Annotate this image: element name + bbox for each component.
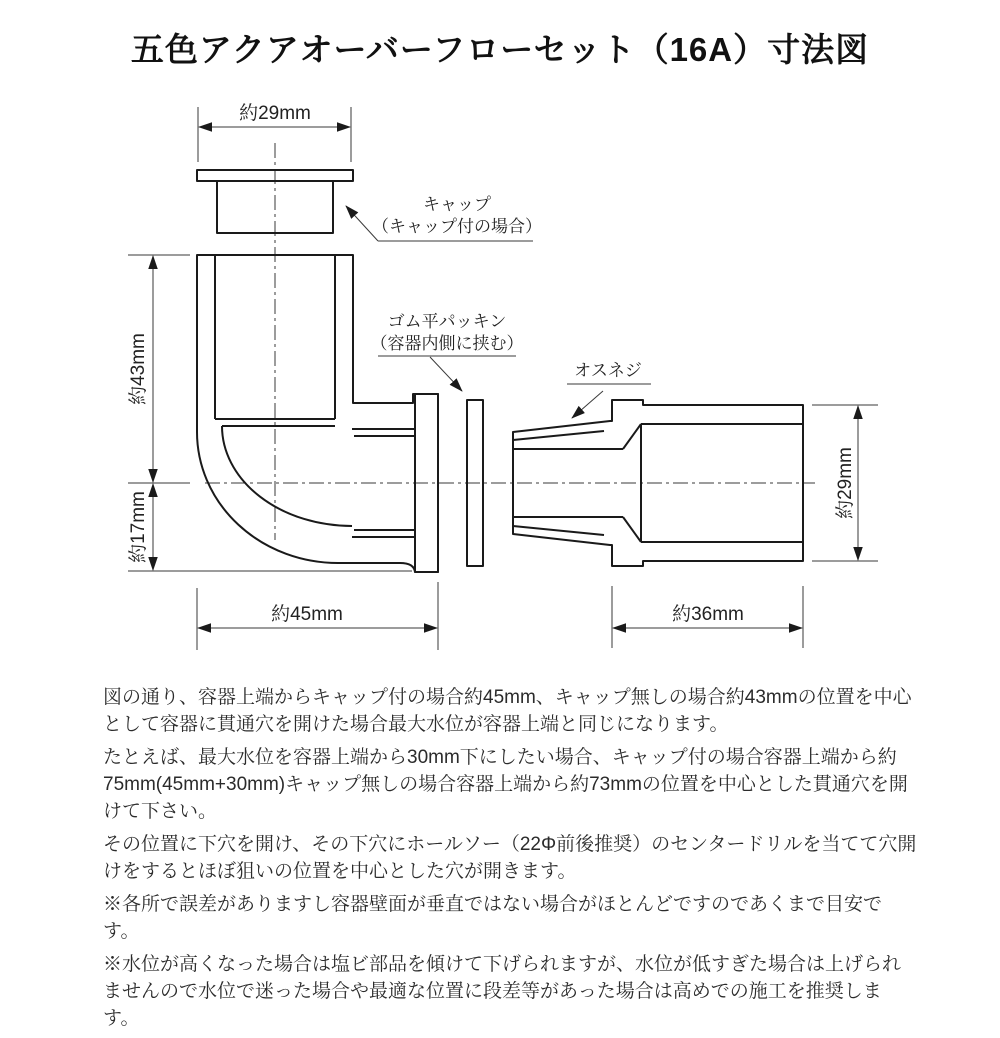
male-thread-callout	[567, 361, 651, 418]
dim-adapter-length-label: 約36mm	[672, 604, 744, 625]
dim-adapter-od-label: 約29mm	[835, 447, 856, 519]
dim-cap-width-label: 約29mm	[239, 103, 311, 124]
elbow-inner-bore	[222, 426, 352, 526]
dim-upper-height-label: 約43mm	[128, 333, 149, 405]
elbow-drawing	[197, 255, 438, 572]
elbow-outline	[197, 255, 438, 572]
dimension-adapter-od	[812, 405, 878, 561]
dimension-adapter-length	[612, 586, 803, 648]
cap-label: キャップ	[423, 195, 491, 214]
dim-elbow-width-label: 約45mm	[271, 604, 343, 625]
note-paragraph: その位置に下穴を開け、その下穴にホールソー（22Φ前後推奨）のセンタードリルを当てて穴開けをするとほぼ狙いの位置を中心とした穴が開きます。	[103, 834, 917, 882]
page-title: 五色アクアオーバーフローセット（16A）寸法図	[130, 31, 870, 68]
male-thread-label: オスネジ	[574, 361, 642, 380]
cap-label-note: （キャップ付の場合）	[372, 217, 542, 236]
packing-label: ゴム平パッキン	[387, 312, 507, 331]
packing-callout	[371, 312, 524, 391]
notes-section	[103, 684, 917, 1038]
note-paragraph: ※水位が高くなった場合は塩ビ部品を傾けて下げられますが、水位が低すぎた場合は上げられませんので水位で迷った場合や最適な位置に段差等があった場合は高めでの施工を推奨します。	[103, 954, 902, 1029]
cap-callout	[346, 195, 542, 241]
packing-label-note: （容器内側に挟む）	[370, 334, 524, 353]
note-paragraph: 図の通り、容器上端からキャップ付の場合約45mm、キャップ無しの場合約43mmの位置を中心として容器に貫通穴を開けた場合最大水位が容器上端と同じになります。	[103, 687, 912, 735]
note-paragraph: たとえば、最大水位を容器上端から30mm下にしたい場合、キャップ付の場合容器上端から約75mm(45mm+30mm)キャップ無しの場合容器上端から約73mmの位置を中心とした貫通穴を開けて下さい。	[103, 747, 908, 822]
dimension-heights	[127, 255, 412, 571]
dimension-elbow-width	[197, 582, 438, 650]
dim-lower-height-label: 約17mm	[128, 491, 149, 563]
note-paragraph: ※各所で誤差がありますし容器壁面が垂直ではない場合がほとんどですのであくまで目安です。	[103, 894, 883, 942]
